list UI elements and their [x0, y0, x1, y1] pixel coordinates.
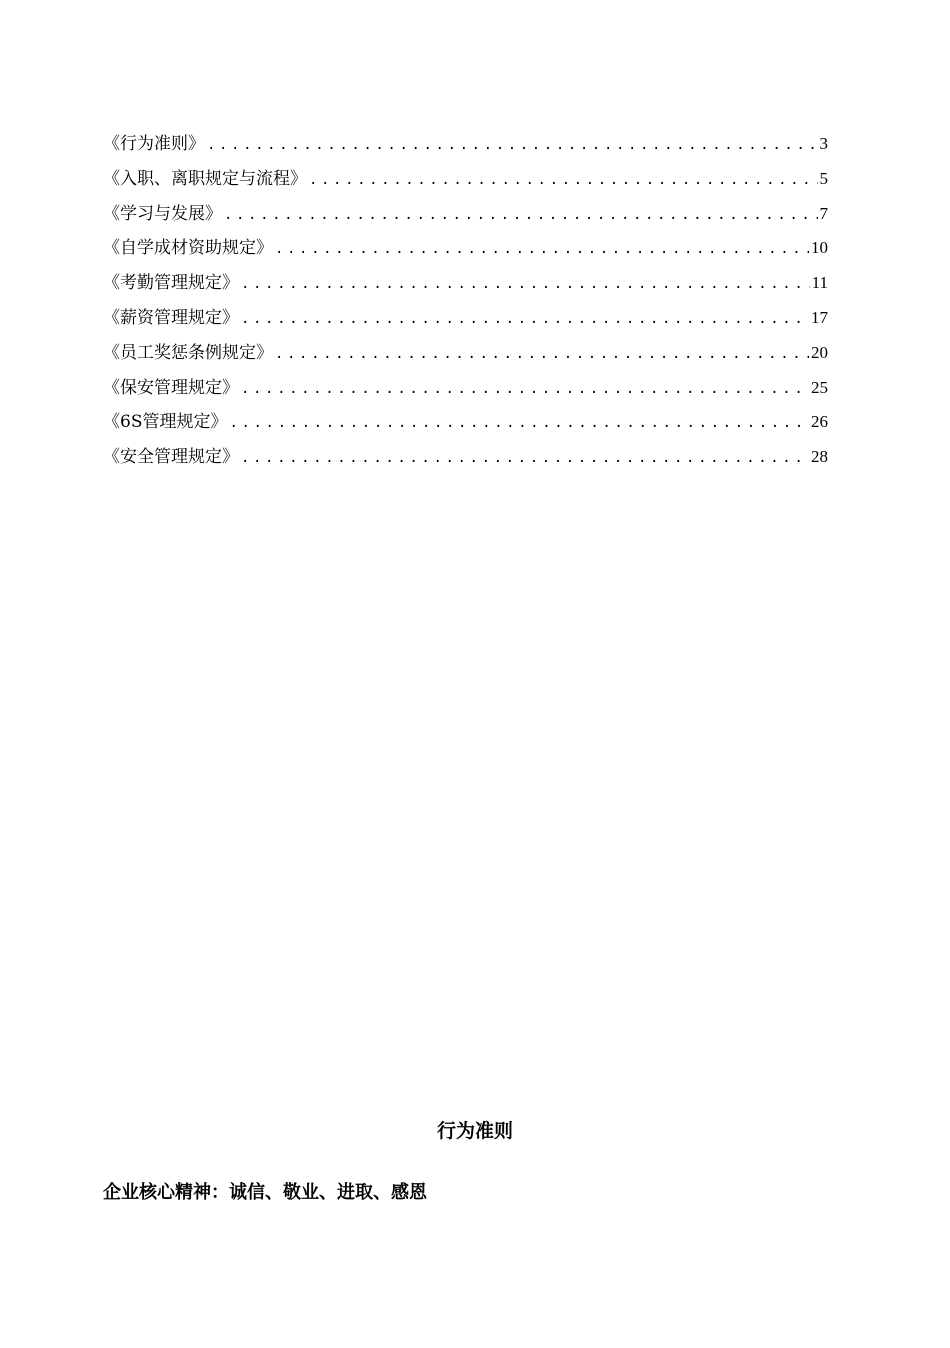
core-spirit-statement: 企业核心精神：诚信、敬业、进取、感恩 [103, 1182, 427, 1203]
toc-dot-leader [241, 445, 809, 471]
toc-entry-title: 《安全管理规定》 [103, 447, 239, 468]
toc-dot-leader [229, 410, 809, 436]
toc-dot-leader [275, 236, 809, 262]
toc-entry[interactable] [103, 305, 828, 340]
toc-entry[interactable] [103, 444, 828, 479]
toc-entry-page: 7 [819, 203, 828, 223]
toc-entry-page: 10 [811, 238, 828, 258]
toc-entry-title: 《入职、离职规定与流程》 [103, 168, 307, 189]
toc-entry[interactable] [103, 131, 828, 166]
toc-entry[interactable] [103, 409, 828, 444]
toc-entry-page: 28 [811, 447, 828, 467]
toc-entry-page: 20 [811, 342, 828, 362]
toc-entry[interactable] [103, 340, 828, 375]
toc-dot-leader [241, 271, 810, 297]
toc-dot-leader [241, 376, 809, 402]
section-heading: 行为准则 [436, 1120, 513, 1142]
toc-entry-page: 3 [819, 134, 828, 153]
toc-dot-leader [207, 132, 818, 158]
toc-entry-title: 《自学成材资助规定》 [103, 238, 273, 259]
toc-entry-title: 《员工奖惩条例规定》 [103, 342, 273, 363]
toc-dot-leader [275, 341, 809, 367]
toc-entry[interactable] [103, 201, 828, 236]
toc-entry-title: 《行为准则》 [103, 134, 205, 154]
toc-dot-leader [241, 306, 809, 332]
toc-entry-page: 17 [811, 307, 828, 327]
toc-entry-page: 11 [811, 273, 828, 293]
table-of-contents [103, 131, 828, 479]
toc-entry-page: 5 [819, 168, 828, 188]
toc-entry-title: 《保安管理规定》 [103, 377, 239, 398]
toc-entry-title: 《考勤管理规定》 [103, 273, 239, 294]
toc-entry[interactable] [103, 166, 828, 201]
toc-entry[interactable] [103, 270, 828, 305]
toc-entry-title: 《6S管理规定》 [103, 412, 228, 433]
toc-entry[interactable] [103, 235, 828, 270]
toc-entry-title: 《学习与发展》 [103, 203, 222, 224]
toc-entry-page: 26 [811, 412, 828, 432]
toc-entry[interactable] [103, 375, 828, 410]
toc-entry-title: 《薪资管理规定》 [103, 307, 239, 328]
toc-dot-leader [309, 167, 818, 193]
toc-entry-page: 25 [811, 377, 828, 397]
toc-dot-leader [224, 202, 818, 228]
